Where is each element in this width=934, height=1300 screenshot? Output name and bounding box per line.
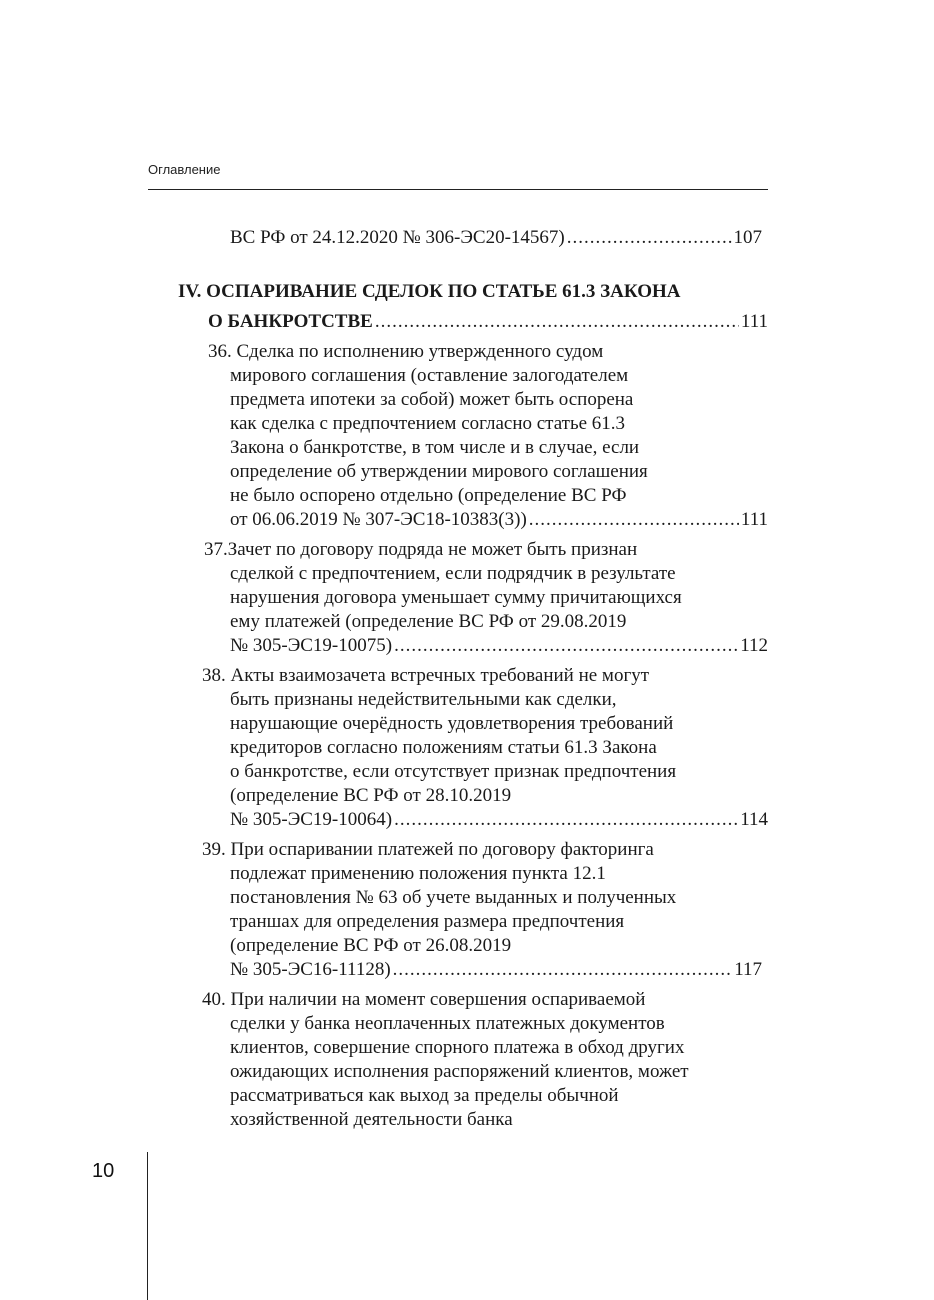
toc-line: клиентов, совершение спорного платежа в обход других <box>230 1037 685 1058</box>
toc-page-number: 107 <box>733 227 762 248</box>
toc-line: (определение ВС РФ от 26.08.2019 <box>230 935 512 956</box>
page-number: 10 <box>92 1160 115 1182</box>
toc-page-number: 111 <box>740 311 768 332</box>
toc-line: не было оспорено отдельно (определение ВС РФ <box>230 485 627 506</box>
toc-line: траншах для определения размера предпочтения <box>230 911 625 932</box>
toc-leader-line <box>230 958 762 982</box>
chapter-heading: IV. ОСПАРИВАНИЕ СДЕЛОК ПО СТАТЬЕ 61.3 ЗАКОНА <box>178 281 681 302</box>
toc-line: как сделка с предпочтением согласно статье 61.3 <box>230 413 626 434</box>
toc-line: нарушающие очерёдность удовлетворения требований <box>230 713 674 734</box>
toc-line: о банкротстве, если отсутствует признак предпочтения <box>230 761 677 782</box>
leader-dots <box>567 226 732 250</box>
toc-line: (определение ВС РФ от 28.10.2019 <box>230 785 512 806</box>
toc-line: мирового соглашения (оставление залогодателем <box>230 365 629 386</box>
toc-line: 37.Зачет по договору подряда не может быть признан <box>204 539 638 560</box>
leader-dots <box>529 508 739 532</box>
toc-entry-text: № 305-ЭС19-10064) <box>230 809 393 830</box>
leader-dots <box>393 958 733 982</box>
toc-line: ему платежей (определение ВС РФ от 29.08.2019 <box>230 611 627 632</box>
toc-line: 40. При наличии на момент совершения оспариваемой <box>202 989 646 1010</box>
toc-line: сделки у банка неоплаченных платежных документов <box>230 1013 665 1034</box>
toc-line: нарушения договора уменьшает сумму причитающихся <box>230 587 682 608</box>
toc-entry-text: ВС РФ от 24.12.2020 № 306-ЭС20-14567) <box>230 227 565 248</box>
toc-leader-line <box>230 808 768 832</box>
toc-page-number: 114 <box>740 809 768 830</box>
toc-line: 36. Сделка по исполнению утвержденного судом <box>208 341 604 362</box>
toc-page-number: 112 <box>740 635 768 656</box>
toc-line: быть признаны недействительными как сделки, <box>230 689 617 710</box>
toc-line: постановления № 63 об учете выданных и полученных <box>230 887 677 908</box>
toc-line: хозяйственной деятельности банка <box>230 1109 513 1130</box>
toc-leader-line <box>230 226 762 250</box>
toc-line: кредиторов согласно положениям статьи 61.3 Закона <box>230 737 657 758</box>
toc-entry-text: от 06.06.2019 № 307-ЭС18-10383(3)) <box>230 509 527 530</box>
chapter-heading-cont: О БАНКРОТСТВЕ <box>208 311 373 332</box>
leader-dots <box>394 634 738 658</box>
toc-leader-line <box>208 310 768 334</box>
toc-leader-line <box>230 634 768 658</box>
toc-line: предмета ипотеки за собой) может быть оспорена <box>230 389 634 410</box>
folio-rule <box>147 1152 148 1300</box>
toc-line: ожидающих исполнения распоряжений клиентов, может <box>230 1061 689 1082</box>
toc-page-number: 111 <box>740 509 768 530</box>
toc-line: сделкой с предпочтением, если подрядчик в результате <box>230 563 676 584</box>
toc-entry-text: № 305-ЭС19-10075) <box>230 635 393 656</box>
toc-line: подлежат применению положения пункта 12.1 <box>230 863 606 884</box>
toc-line: Закона о банкротстве, в том числе и в случае, если <box>230 437 640 458</box>
leader-dots <box>375 310 739 334</box>
toc-entry-text: № 305-ЭС16-11128) <box>230 959 391 980</box>
toc-line: определение об утверждении мирового соглашения <box>230 461 648 482</box>
header-rule <box>148 189 768 190</box>
toc-line: 38. Акты взаимозачета встречных требований не могут <box>202 665 650 686</box>
toc-line: 39. При оспаривании платежей по договору факторинга <box>202 839 654 860</box>
leader-dots <box>394 808 738 832</box>
running-head: Оглавление <box>148 162 221 177</box>
toc-page-number: 117 <box>734 959 762 980</box>
toc-leader-line <box>230 508 768 532</box>
toc-line: рассматриваться как выход за пределы обычной <box>230 1085 619 1106</box>
